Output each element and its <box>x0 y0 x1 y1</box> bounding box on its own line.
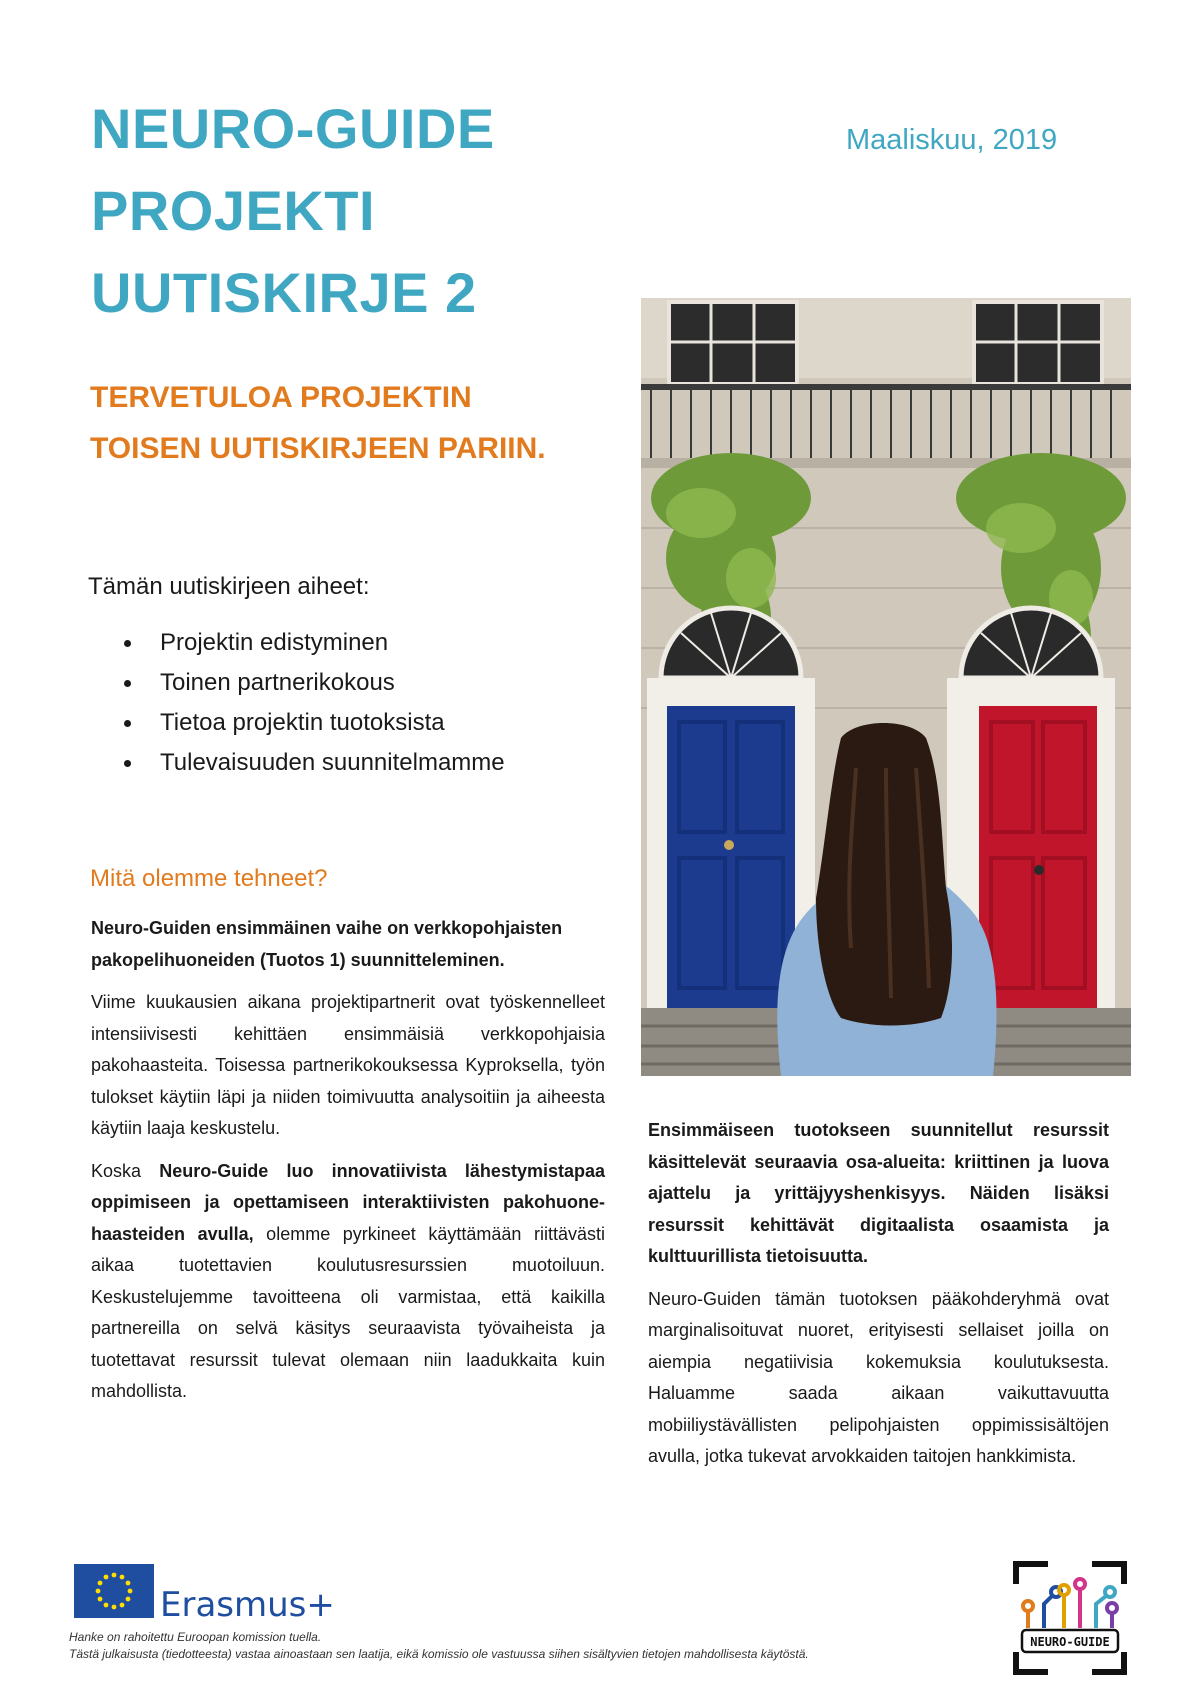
issue-date: Maaliskuu, 2019 <box>846 124 1058 156</box>
topic-item <box>120 663 505 703</box>
paragraph-resources-bold: Ensimmäiseen tuotokseen suunnitellut resurssit käsittelevät seuraavia osa-alueita: kriittinen ja luova ajattelu ja yrittäjyyshenkisyys. Näiden lisäksi resurssit kehittävät digitaalista osaamista ja kulttuurillista tietoisuutta. <box>648 1120 1109 1266</box>
topics-title: Tämän uutiskirjeen aiheet: <box>88 573 370 600</box>
neuro-guide-logo <box>1008 1556 1132 1685</box>
welcome-line-2: TOISEN UUTISKIRJEEN PARIIN. <box>90 432 546 465</box>
topics-list <box>120 623 505 783</box>
erasmus-plus-logo: Erasmus+ <box>160 1585 335 1625</box>
lead-paragraph <box>91 913 605 976</box>
funding-disclaimer <box>69 1629 829 1663</box>
disclaimer-line-1: Hanke on rahoitettu Euroopan komission tuella. <box>69 1630 322 1644</box>
paragraph-progress: Viime kuukausien aikana projektipartnerit ovat työskennelleet intensiivisesti kehittäen ensimmäisiä verkkopohjaisia pakohaasteita. Toisessa partnerikokouksessa Kyproksella, työn tulokset käytiin läpi ja niiden toimivuutta analysoitiin ja aiheesta käytiin laaja keskustelu. <box>91 992 605 1138</box>
disclaimer-line-2: Tästä julkaisusta (tiedotteesta) vastaa ainoastaan sen laatija, eikä komissio ole vastuussa siihen sisältyvien tietojen mahdollisesta käytöstä. <box>69 1647 809 1661</box>
topic-item <box>120 623 505 663</box>
paragraph-resources <box>648 1115 1109 1273</box>
eu-flag-icon <box>74 1564 154 1623</box>
topic-item <box>120 743 505 783</box>
title-line-2: PROJEKTI <box>91 179 376 242</box>
section-heading: Mitä olemme tehneet? <box>90 865 328 892</box>
topic-item-label: Toinen partnerikokous <box>160 669 395 696</box>
title-line-1: NEURO-GUIDE <box>91 97 495 160</box>
topic-item <box>120 703 505 743</box>
right-column <box>648 1115 1109 1484</box>
bullet-icon <box>124 760 131 767</box>
topic-item-label: Tietoa projektin tuotoksista <box>160 709 445 736</box>
topic-item-label: Projektin edistyminen <box>160 629 389 656</box>
left-column <box>91 913 605 1419</box>
cover-photo <box>641 298 1131 1076</box>
newsletter-title <box>91 88 651 334</box>
paragraph-approach-start: Koska <box>91 1160 160 1181</box>
logo-text: NEURO-GUIDE <box>1030 1635 1110 1649</box>
bullet-icon <box>124 720 131 727</box>
title-line-3: UUTISKIRJE 2 <box>91 261 477 324</box>
lead-text: Neuro-Guiden ensimmäinen vaihe on verkkopohjaisten pakopelihuoneiden (Tuotos 1) suunnitteleminen. <box>91 918 563 970</box>
welcome-line-1: TERVETULOA PROJEKTIN <box>90 381 472 414</box>
bullet-icon <box>124 640 131 647</box>
paragraph-target-group: Neuro-Guiden tämän tuotoksen pääkohderyhmä ovat marginalisoituvat nuoret, erityisesti sellaiset joilla on aiempia negatiivisia kokemuksia koulutuksesta. Haluamme saada aikaan vaikuttavuutta mobiiliystävällisten pelipohjaisten oppimissisältöjen avulla, jotka tukevat arvokkaiden taitojen hankkimista. <box>648 1288 1109 1466</box>
paragraph-approach <box>91 1156 605 1408</box>
paragraph-approach-bold: Neuro-Guide luo innovatiivista lähestymistapaa oppimiseen ja opettamiseen interaktiivisten pakohuone-haasteiden avulla, <box>91 1160 605 1244</box>
bullet-icon <box>124 680 131 687</box>
paragraph-approach-end: olemme pyrkineet käyttämään riittävästi aikaa tuotettavien koulutusresurssien muotoiluun. Keskustelujemme tavoitteena oli varmistaa, että kaikilla partnereilla on selvä käsitys seuraavista työvaiheista ja tuotettavat resurssit tulevat olemaan niin laadukkaita kuin mahdollista. <box>91 1223 605 1401</box>
topic-item-label: Tulevaisuuden suunnitelmamme <box>160 749 505 776</box>
welcome-heading <box>90 372 650 474</box>
